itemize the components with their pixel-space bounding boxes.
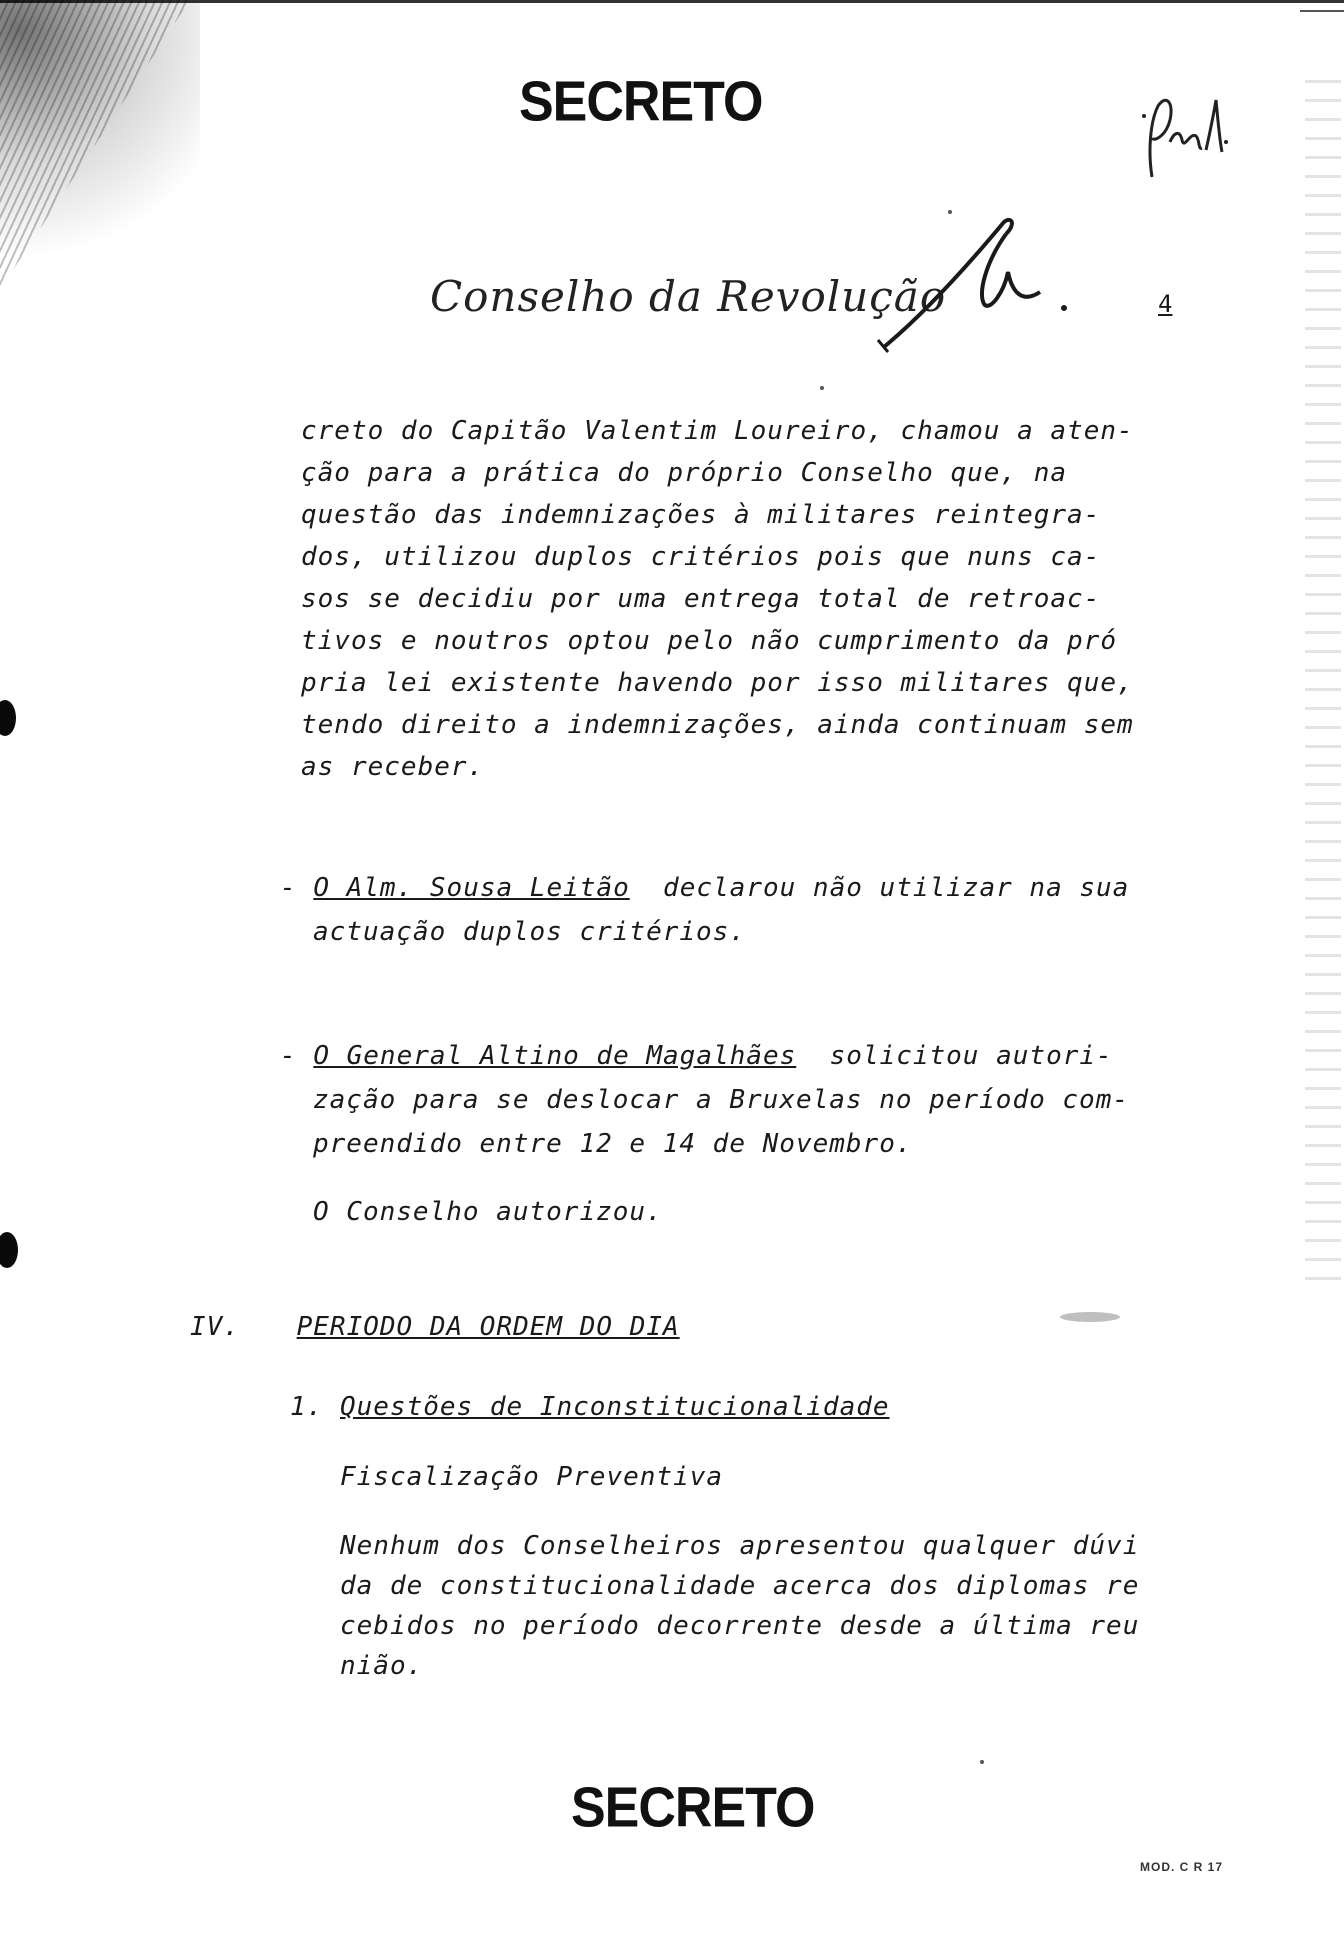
form-code: MOD. C R 17 xyxy=(1140,1860,1224,1874)
signature-scrawl xyxy=(874,212,1074,362)
classification-stamp-bottom: SECRETO xyxy=(571,1776,815,1840)
paragraph-line: tivos e noutros optou pelo não cumprimento da pró xyxy=(301,626,1118,656)
scan-speck xyxy=(820,386,824,390)
speaker-name: O Alm. Sousa Leitão xyxy=(313,873,630,903)
paragraph-line: ção para a prática do próprio Conselho que, na xyxy=(301,458,1068,488)
item-text: declarou não utilizar na sua xyxy=(663,873,1130,903)
paragraph-line: Nenhum dos Conselheiros apresentou qualquer dúvi xyxy=(340,1531,1140,1561)
handwritten-initials xyxy=(1140,92,1230,192)
item-text-line2: zação para se deslocar a Bruxelas no período com- xyxy=(313,1085,1130,1115)
subsection-title: Questões de Inconstitucionalidade xyxy=(339,1392,890,1422)
paragraph-line: da de constitucionalidade acerca dos diplomas re xyxy=(340,1571,1140,1601)
letterhead-title: Conselho da Revolução xyxy=(430,272,947,321)
paragraph-line: tendo direito a indemnizações, ainda continuam sem xyxy=(301,710,1134,740)
item-general-altino xyxy=(280,1034,1129,1234)
paragraph-line: creto do Capitão Valentim Loureiro, chamou a aten- xyxy=(301,416,1134,446)
classification-stamp-top: SECRETO xyxy=(519,70,763,134)
paragraph-line: as receber. xyxy=(301,752,485,782)
scan-speck xyxy=(948,210,952,214)
subsection-number: 1. xyxy=(290,1392,324,1422)
scan-speck xyxy=(1060,1312,1120,1322)
paragraph-line: pria lei existente havendo por isso militares que, xyxy=(301,668,1134,698)
council-decision: O Conselho autorizou. xyxy=(313,1197,663,1227)
item-text-line2: actuação duplos critérios. xyxy=(313,917,746,947)
punch-hole-top xyxy=(0,700,16,736)
scan-speck xyxy=(980,1760,984,1764)
speaker-name: O General Altino de Magalhães xyxy=(313,1041,797,1071)
top-border-line xyxy=(0,0,1344,3)
continued-paragraph xyxy=(301,410,1151,788)
item-text-line3: preendido entre 12 e 14 de Novembro. xyxy=(313,1129,913,1159)
item-dash: - xyxy=(280,1041,297,1071)
paragraph-line: sos se decidiu por uma entrega total de retroac- xyxy=(301,584,1101,614)
paragraph-line: questão das indemnizações à militares reintegra- xyxy=(301,500,1101,530)
paragraph-line: nião. xyxy=(340,1651,424,1681)
punch-hole-bottom xyxy=(0,1232,18,1268)
scan-right-edge-noise xyxy=(1305,80,1341,1280)
section-title: PERIODO DA ORDEM DO DIA xyxy=(296,1312,680,1342)
page-number: 4 xyxy=(1158,290,1173,318)
paragraph-line: dos, utilizou duplos critérios pois que nuns ca- xyxy=(301,542,1101,572)
top-right-line xyxy=(1300,10,1344,12)
subsection-subtitle: Fiscalização Preventiva xyxy=(340,1462,724,1492)
section-iv-heading xyxy=(190,1312,680,1342)
paragraph-line: cebidos no período decorrente desde a última reu xyxy=(340,1611,1140,1641)
section-numeral: IV. xyxy=(190,1312,240,1342)
subsection-paragraph xyxy=(340,1526,1139,1686)
item-alm-sousa-leitao xyxy=(280,866,1129,954)
item-text: solicitou autori- xyxy=(829,1041,1113,1071)
subsection-1-heading xyxy=(290,1392,890,1422)
scan-corner-noise xyxy=(0,0,200,300)
item-dash: - xyxy=(280,873,297,903)
